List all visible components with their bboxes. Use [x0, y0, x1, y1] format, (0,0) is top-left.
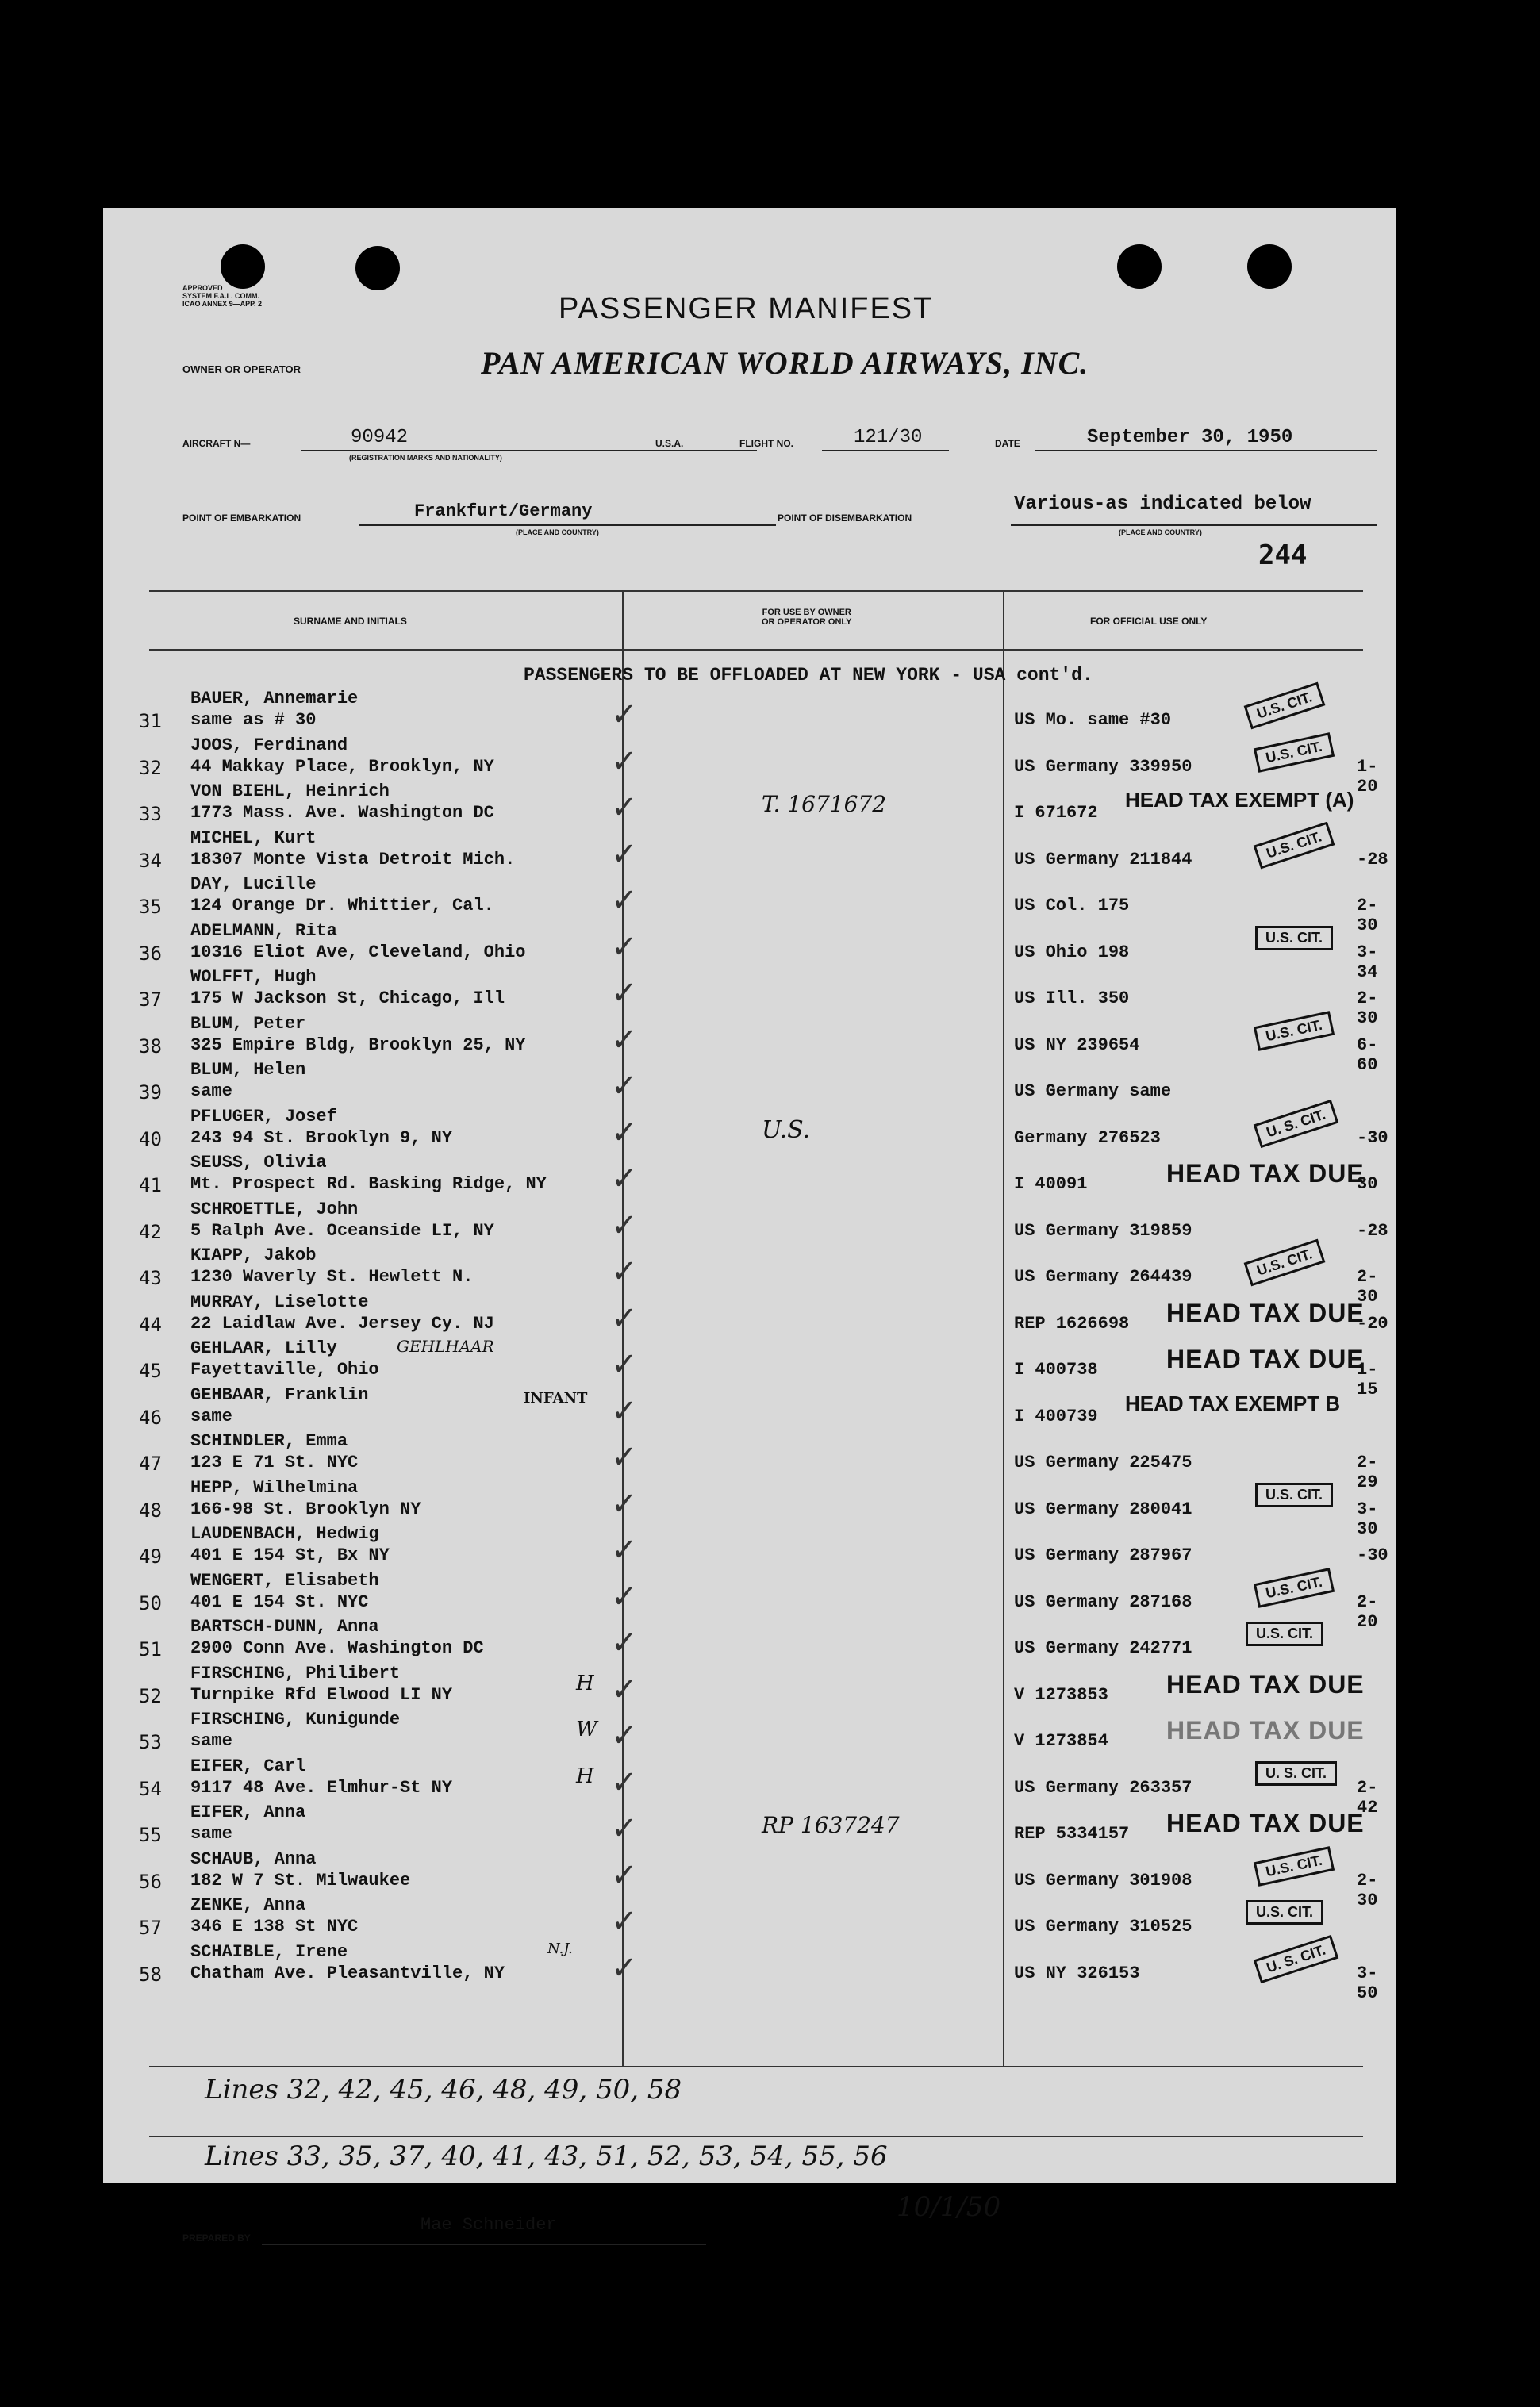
citizen-stamp: U.S. CIT.: [1244, 682, 1326, 730]
row-number: 52: [139, 1685, 162, 1707]
passenger-address: 1773 Mass. Ave. Washington DC: [190, 803, 494, 823]
citizen-stamp: U. S. CIT.: [1255, 1761, 1337, 1786]
checkmark-icon: ✓: [611, 1022, 638, 1058]
checkmark-icon: ✓: [611, 836, 638, 873]
handwritten-mark: U.S.: [762, 1116, 811, 1144]
head-tax-stamp: HEAD TAX DUE: [1166, 1670, 1365, 1699]
passenger-name: SCHINDLER, Emma: [190, 1431, 348, 1451]
passenger-address: 10316 Eliot Ave, Cleveland, Ohio: [190, 942, 526, 962]
checkmark-icon: ✓: [611, 1950, 638, 1987]
official-suffix: 2-29: [1357, 1453, 1378, 1492]
citizen-stamp: U.S. CIT.: [1254, 1568, 1335, 1608]
official-entry: REP 1626698: [1014, 1314, 1130, 1334]
passenger-row: [103, 1941, 1396, 2003]
flight-label: FLIGHT NO.: [739, 438, 793, 449]
citizen-stamp: U.S. CIT.: [1254, 732, 1335, 773]
date-label: DATE: [995, 438, 1020, 449]
passenger-name: EIFER, Carl: [190, 1756, 306, 1776]
passenger-name: DAY, Lucille: [190, 874, 317, 894]
passenger-address: Chatham Ave. Pleasantville, NY: [190, 1964, 505, 1983]
passenger-name: FIRSCHING, Kunigunde: [190, 1710, 401, 1729]
official-entry: US Germany 319859: [1014, 1221, 1192, 1241]
head-tax-stamp: HEAD TAX DUE: [1166, 1159, 1365, 1188]
passenger-address: Turnpike Rfd Elwood LI NY: [190, 1685, 453, 1705]
embarkation-underline: [359, 524, 776, 526]
checkmark-icon: ✓: [611, 882, 638, 919]
row-number: 50: [139, 1592, 162, 1614]
passenger-address: 175 W Jackson St, Chicago, Ill: [190, 989, 505, 1008]
checkmark-icon: ✓: [611, 1903, 638, 1940]
row-number: 56: [139, 1871, 162, 1893]
head-tax-stamp: HEAD TAX DUE: [1166, 1716, 1365, 1745]
passenger-address: 44 Makkay Place, Brooklyn, NY: [190, 757, 494, 777]
row-number: 45: [139, 1360, 162, 1382]
official-suffix: 2-42: [1357, 1778, 1378, 1818]
passenger-address: 22 Laidlaw Ave. Jersey Cy. NJ: [190, 1314, 494, 1334]
passenger-name: HEPP, Wilhelmina: [190, 1478, 359, 1498]
column-header-official: FOR OFFICIAL USE ONLY: [1090, 616, 1208, 627]
passenger-name: GEHLAAR, Lilly: [190, 1338, 337, 1358]
official-suffix: 3-30: [1357, 1499, 1378, 1539]
row-number: 53: [139, 1731, 162, 1753]
passenger-address: same as # 30: [190, 710, 317, 730]
official-entry: US Germany 264439: [1014, 1267, 1192, 1287]
official-suffix: 2-30: [1357, 1267, 1378, 1307]
passenger-name: WOLFFT, Hugh: [190, 967, 317, 987]
aircraft-underline: [301, 450, 757, 451]
passenger-address: same: [190, 1731, 232, 1751]
checkmark-icon: ✓: [611, 1439, 638, 1476]
table-header-rule: [149, 649, 1363, 651]
page-number: 244: [1258, 539, 1308, 571]
passenger-name: ADELMANN, Rita: [190, 921, 337, 941]
official-suffix: -28: [1357, 1221, 1388, 1241]
row-number: 31: [139, 710, 162, 732]
checkmark-icon: ✓: [611, 1718, 638, 1754]
official-entry: I 40091: [1014, 1174, 1088, 1194]
punch-hole-4: [1247, 244, 1292, 289]
table-top-rule: [149, 590, 1363, 592]
passenger-address: 243 94 St. Brooklyn 9, NY: [190, 1128, 453, 1148]
handwritten-note-1: Lines 32, 42, 45, 46, 48, 49, 50, 58: [205, 2074, 682, 2106]
official-suffix: 30: [1357, 1174, 1378, 1194]
passenger-address: 325 Empire Bldg, Brooklyn 25, NY: [190, 1035, 526, 1055]
passenger-address: 182 W 7 St. Milwaukee: [190, 1871, 411, 1891]
official-entry: US NY 239654: [1014, 1035, 1140, 1055]
checkmark-icon: ✓: [611, 1393, 638, 1430]
official-entry: US Ill. 350: [1014, 989, 1130, 1008]
handwritten-mark: N.J.: [547, 1941, 573, 1957]
checkmark-icon: ✓: [611, 1346, 638, 1383]
row-number: 40: [139, 1128, 162, 1150]
passenger-row: [103, 1058, 1396, 1104]
handwritten-mark: RP 1637247: [762, 1812, 900, 1838]
passenger-row: [103, 1384, 1396, 1430]
disembarkation-label: POINT OF DISEMBARKATION: [778, 512, 912, 524]
passenger-name: ZENKE, Anna: [190, 1895, 306, 1915]
passenger-address: 166-98 St. Brooklyn NY: [190, 1499, 421, 1519]
passenger-name: BARTSCH-DUNN, Anna: [190, 1617, 379, 1637]
checkmark-icon: ✓: [611, 1068, 638, 1104]
passenger-address: 401 E 154 St. NYC: [190, 1592, 369, 1612]
official-suffix: 6-60: [1357, 1035, 1378, 1075]
official-suffix: 2-30: [1357, 989, 1378, 1028]
handwritten-mark: W: [576, 1718, 597, 1741]
checkmark-icon: ✓: [611, 1253, 638, 1290]
handwritten-note-2: Lines 33, 35, 37, 40, 41, 43, 51, 52, 53, 54, 55, 56: [205, 2140, 888, 2172]
embarkation-label: POINT OF EMBARKATION: [182, 512, 301, 524]
official-entry: US Ohio 198: [1014, 942, 1130, 962]
head-tax-stamp: HEAD TAX EXEMPT (A): [1125, 788, 1354, 812]
passenger-address: same: [190, 1824, 232, 1844]
column-header-surname: SURNAME AND INITIALS: [294, 616, 407, 627]
official-entry: US Germany 339950: [1014, 757, 1192, 777]
passenger-address: Fayettaville, Ohio: [190, 1360, 379, 1380]
passenger-row: [103, 1291, 1396, 1337]
operator-name: PAN AMERICAN WORLD AIRWAYS, INC.: [481, 345, 1089, 381]
official-entry: US Germany 263357: [1014, 1778, 1192, 1798]
passenger-address: Mt. Prospect Rd. Basking Ridge, NY: [190, 1174, 547, 1194]
aircraft-value: 90942: [351, 427, 409, 448]
disembarkation-value: Various-as indicated below: [1014, 493, 1311, 515]
passenger-name: MURRAY, Liselotte: [190, 1292, 369, 1312]
row-number: 44: [139, 1314, 162, 1336]
checkmark-icon: ✓: [611, 1207, 638, 1244]
passenger-address: 9117 48 Ave. Elmhur-St NY: [190, 1778, 453, 1798]
embarkation-value: Frankfurt/Germany: [414, 501, 593, 521]
official-entry: US NY 326153: [1014, 1964, 1140, 1983]
passenger-name: GEHBAAR, Franklin: [190, 1385, 369, 1405]
passenger-address: 346 E 138 St NYC: [190, 1917, 359, 1937]
aircraft-label: AIRCRAFT N—: [182, 438, 251, 449]
row-number: 55: [139, 1824, 162, 1846]
official-entry: US Germany 242771: [1014, 1638, 1192, 1658]
table-bottom-rule: [149, 2066, 1363, 2067]
row-number: 33: [139, 803, 162, 825]
head-tax-stamp: HEAD TAX DUE: [1166, 1345, 1365, 1373]
aircraft-sublabel: (REGISTRATION MARKS AND NATIONALITY): [349, 454, 502, 462]
row-number: 39: [139, 1081, 162, 1104]
row-number: 38: [139, 1035, 162, 1058]
passenger-name: BAUER, Annemarie: [190, 689, 359, 708]
passenger-row: [103, 1662, 1396, 1708]
disembarkation-underline: [1011, 524, 1377, 526]
official-entry: US Germany 301908: [1014, 1871, 1192, 1891]
handwritten-mark: H: [576, 1764, 594, 1788]
prepared-by-underline: [262, 2244, 706, 2245]
citizen-stamp: U.S. CIT.: [1255, 1483, 1333, 1507]
official-suffix: 3-34: [1357, 942, 1378, 982]
punch-hole-1: [221, 244, 265, 289]
citizen-stamp: U.S. CIT.: [1246, 1900, 1323, 1925]
approval-block: APPROVED SYSTEM F.A.L. COMM. ICAO ANNEX 9—APP. 2: [182, 284, 263, 308]
handwritten-mark: GEHLHAAR: [397, 1337, 494, 1356]
passenger-row: [103, 1198, 1396, 1244]
official-entry: US Germany 211844: [1014, 850, 1192, 870]
row-number: 37: [139, 989, 162, 1011]
passenger-address: 18307 Monte Vista Detroit Mich.: [190, 850, 516, 870]
passenger-name: MICHEL, Kurt: [190, 828, 317, 848]
passenger-address: 124 Orange Dr. Whittier, Cal.: [190, 896, 494, 916]
passenger-row: [103, 780, 1396, 826]
passenger-row: [103, 1615, 1396, 1661]
passenger-row: [103, 1801, 1396, 1847]
row-number: 47: [139, 1453, 162, 1475]
official-suffix: 3-50: [1357, 1964, 1378, 2003]
official-suffix: -30: [1357, 1545, 1388, 1565]
citizen-stamp: U. S. CIT.: [1254, 1100, 1339, 1148]
official-entry: I 671672: [1014, 803, 1098, 823]
passenger-name: PFLUGER, Josef: [190, 1107, 337, 1127]
flight-underline: [822, 450, 949, 451]
passenger-name: VON BIEHL, Heinrich: [190, 781, 390, 801]
citizen-stamp: U.S. CIT.: [1244, 1239, 1326, 1287]
date-value: September 30, 1950: [1087, 427, 1293, 448]
embarkation-sublabel: (PLACE AND COUNTRY): [516, 528, 599, 536]
passenger-row: [103, 1105, 1396, 1151]
passenger-row: [103, 1522, 1396, 1568]
checkmark-icon: ✓: [611, 975, 638, 1012]
official-entry: US Germany same: [1014, 1081, 1172, 1101]
prepared-by-label: PREPARED BY: [182, 2232, 251, 2244]
column-header-operator: FOR USE BY OWNER OR OPERATOR ONLY: [762, 608, 852, 627]
official-suffix: 2-30: [1357, 1871, 1378, 1910]
passenger-address: 123 E 71 St. NYC: [190, 1453, 359, 1472]
citizen-stamp: U.S. CIT.: [1254, 1011, 1335, 1051]
prepared-by-value: Mae Schneider: [421, 2215, 557, 2235]
official-suffix: -30: [1357, 1128, 1388, 1148]
checkmark-icon: ✓: [611, 1486, 638, 1522]
usa-label: U.S.A.: [655, 438, 684, 449]
disembarkation-sublabel: (PLACE AND COUNTRY): [1119, 528, 1202, 536]
checkmark-icon: ✓: [611, 789, 638, 826]
passenger-name: SCHAIBLE, Irene: [190, 1942, 348, 1962]
passenger-row: [103, 1151, 1396, 1197]
row-number: 41: [139, 1174, 162, 1196]
annotation-rule: [149, 2136, 1363, 2137]
official-suffix: 1-20: [1357, 757, 1378, 797]
citizen-stamp: U. S. CIT.: [1254, 1935, 1339, 1983]
official-entry: I 400738: [1014, 1360, 1098, 1380]
passenger-name: BLUM, Helen: [190, 1060, 306, 1080]
handwritten-mark: INFANT: [524, 1390, 588, 1407]
official-entry: US Germany 287967: [1014, 1545, 1192, 1565]
checkmark-icon: ✓: [611, 1672, 638, 1708]
official-entry: US Germany 225475: [1014, 1453, 1192, 1472]
passenger-name: JOOS, Ferdinand: [190, 735, 348, 755]
checkmark-icon: ✓: [611, 743, 638, 780]
row-number: 34: [139, 850, 162, 872]
checkmark-icon: ✓: [611, 1625, 638, 1661]
handwritten-mark: T. 1671672: [762, 791, 887, 817]
row-number: 42: [139, 1221, 162, 1243]
checkmark-icon: ✓: [611, 1857, 638, 1894]
passenger-name: KIAPP, Jakob: [190, 1246, 317, 1265]
passenger-address: 1230 Waverly St. Hewlett N.: [190, 1267, 474, 1287]
passenger-name: EIFER, Anna: [190, 1802, 306, 1822]
citizen-stamp: U.S. CIT.: [1254, 1846, 1335, 1887]
date-underline: [1035, 450, 1377, 451]
passenger-row: [103, 687, 1396, 733]
passenger-name: SEUSS, Olivia: [190, 1153, 327, 1173]
row-number: 43: [139, 1267, 162, 1289]
checkmark-icon: ✓: [611, 1579, 638, 1615]
row-number: 49: [139, 1545, 162, 1568]
official-entry: I 400739: [1014, 1407, 1098, 1426]
owner-label: OWNER OR OPERATOR: [182, 363, 301, 375]
official-entry: US Germany 287168: [1014, 1592, 1192, 1612]
official-entry: US Germany 280041: [1014, 1499, 1192, 1519]
passenger-name: SCHROETTLE, John: [190, 1200, 359, 1219]
checkmark-icon: ✓: [611, 929, 638, 965]
official-entry: V 1273853: [1014, 1685, 1108, 1705]
passenger-name: BLUM, Peter: [190, 1014, 306, 1034]
official-entry: US Mo. same #30: [1014, 710, 1172, 730]
passenger-name: WENGERT, Elisabeth: [190, 1571, 379, 1591]
checkmark-icon: ✓: [611, 1115, 638, 1151]
row-number: 48: [139, 1499, 162, 1522]
handwritten-mark: H: [576, 1672, 594, 1695]
checkmark-icon: ✓: [611, 1532, 638, 1568]
official-entry: US Col. 175: [1014, 896, 1130, 916]
official-suffix: -28: [1357, 850, 1388, 870]
checkmark-icon: ✓: [611, 1161, 638, 1197]
punch-hole-2: [355, 246, 400, 290]
official-suffix: 2-30: [1357, 896, 1378, 935]
manifest-sheet: [103, 208, 1396, 2244]
row-number: 57: [139, 1917, 162, 1939]
row-number: 46: [139, 1407, 162, 1429]
official-suffix: 2-20: [1357, 1592, 1378, 1632]
passenger-name: LAUDENBACH, Hedwig: [190, 1524, 379, 1544]
row-number: 51: [139, 1638, 162, 1660]
passenger-address: 5 Ralph Ave. Oceanside LI, NY: [190, 1221, 494, 1241]
official-entry: Germany 276523: [1014, 1128, 1161, 1148]
row-number: 32: [139, 757, 162, 779]
official-entry: V 1273854: [1014, 1731, 1108, 1751]
punch-hole-3: [1117, 244, 1162, 289]
citizen-stamp: U.S. CIT.: [1254, 822, 1335, 870]
citizen-stamp: U.S. CIT.: [1246, 1622, 1323, 1646]
row-number: 54: [139, 1778, 162, 1800]
passenger-name: FIRSCHING, Philibert: [190, 1664, 401, 1683]
head-tax-stamp: HEAD TAX EXEMPT B: [1125, 1392, 1341, 1415]
passenger-address: 401 E 154 St, Bx NY: [190, 1545, 390, 1565]
row-number: 35: [139, 896, 162, 918]
checkmark-icon: ✓: [611, 1810, 638, 1847]
row-number: 36: [139, 942, 162, 965]
checkmark-icon: ✓: [611, 697, 638, 733]
document-title: PASSENGER MANIFEST: [559, 292, 934, 325]
official-suffix: 1-15: [1357, 1360, 1378, 1399]
passenger-row: [103, 1708, 1396, 1754]
passenger-address: 2900 Conn Ave. Washington DC: [190, 1638, 484, 1658]
official-entry: US Germany 310525: [1014, 1917, 1192, 1937]
checkmark-icon: ✓: [611, 1764, 638, 1801]
passenger-address: same: [190, 1081, 232, 1101]
official-entry: REP 5334157: [1014, 1824, 1130, 1844]
passenger-row: [103, 827, 1396, 873]
head-tax-stamp: HEAD TAX DUE: [1166, 1299, 1365, 1327]
handwritten-date: 10/1/50: [897, 2191, 1001, 2223]
section-heading: PASSENGERS TO BE OFFLOADED AT NEW YORK - USA cont'd.: [524, 665, 1093, 685]
official-suffix: -20: [1357, 1314, 1388, 1334]
passenger-row: [103, 1894, 1396, 1940]
citizen-stamp: U.S. CIT.: [1255, 926, 1333, 950]
head-tax-stamp: HEAD TAX DUE: [1166, 1809, 1365, 1837]
checkmark-icon: ✓: [611, 1300, 638, 1337]
flight-value: 121/30: [854, 427, 923, 448]
passenger-address: same: [190, 1407, 232, 1426]
passenger-name: SCHAUB, Anna: [190, 1849, 317, 1869]
row-number: 58: [139, 1964, 162, 1986]
